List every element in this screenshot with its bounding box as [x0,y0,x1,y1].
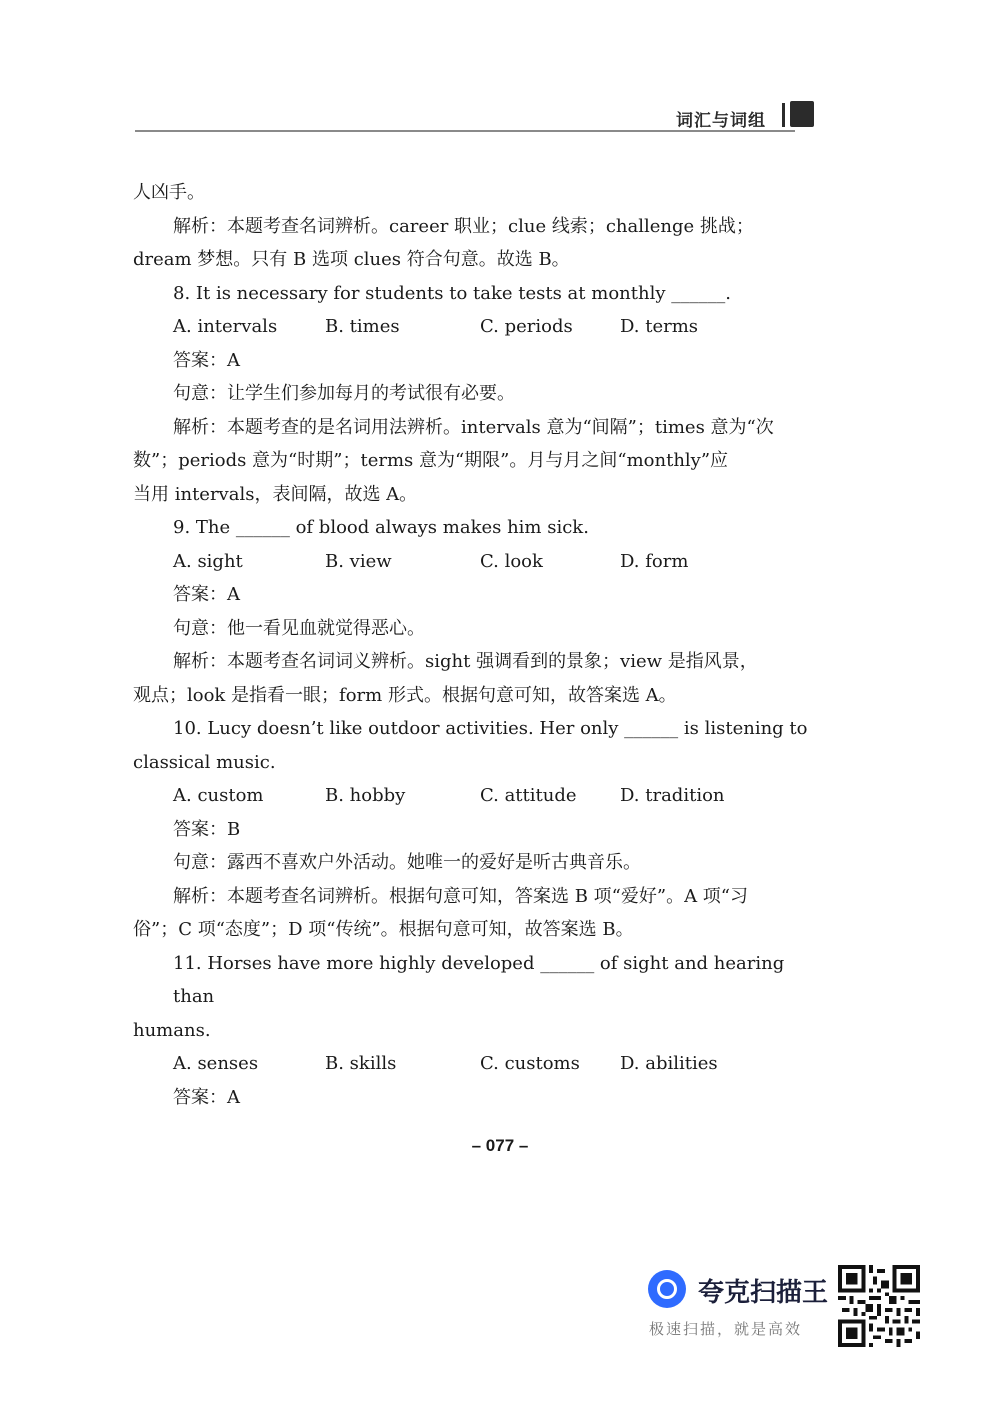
text-line: 解析：本题考查名词辨析。根据句意可知，答案选 B 项“爱好”。A 项“习 [173,885,748,907]
text-line: 11. Horses have more highly developed ______ of sight and hearing than [173,952,785,1007]
option-item: A. sight [173,550,243,572]
text-line: 答案：A [173,1086,240,1108]
text-line: 观点；look 是指看一眼；form 形式。根据句意可知，故答案选 A。 [133,684,677,706]
text-line: 句意：让学生们参加每月的考试很有必要。 [173,383,515,404]
option-item: A. custom [173,785,264,806]
option-item: C. periods [480,316,573,337]
watermark-brand: 夸克扫描王 [698,1278,829,1308]
option-item: C. customs [480,1053,580,1074]
page-number: – 077 – [471,1136,529,1155]
options-row [133,310,813,344]
text-line: 答案：A [173,584,240,605]
text-line: 9. The ______ of blood always makes him sick. [173,517,589,538]
text-line: 当用 intervals，表间隔，故选 A。 [133,483,418,505]
option-item: D. terms [620,316,699,337]
text-line: 解析：本题考查名词辨析。career 职业；clue 线索；challenge 挑战； [173,215,754,237]
option-item: B. view [325,550,392,572]
text-line: 10. Lucy doesn’t like outdoor activities. Her only ______ is listening to [173,718,808,739]
watermark-slogan: 极速扫描，就是高效 [649,1320,803,1338]
option-item: D. form [620,550,689,572]
option-item: D. abilities [620,1053,718,1074]
option-item: A. intervals [173,316,278,337]
header-tab-marker [790,101,814,127]
options-row [133,779,813,813]
option-item: D. tradition [620,785,725,806]
text-line: 解析：本题考查的是名词用法辨析。intervals 意为“间隔”；times 意为“次 [173,416,774,438]
option-item: B. skills [325,1053,397,1074]
text-line: classical music. [133,751,276,773]
text-line: 句意：露西不喜欢户外活动。她唯一的爱好是听古典音乐。 [173,852,641,873]
text-line: dream 梦想。只有 B 选项 clues 符合句意。故选 B。 [133,249,570,270]
text-line: 数”；periods 意为“时期”；terms 意为“期限”。月与月之间“monthly”应 [133,450,729,471]
option-item: C. attitude [480,785,577,806]
text-line: 俗”；C 项“态度”；D 项“传统”。根据句意可知，故答案选 B。 [133,919,634,940]
text-line: 答案：A [173,349,240,371]
qr-code-icon [838,1265,920,1347]
options-row [133,1047,813,1081]
option-item: C. look [480,550,543,572]
options-row [133,545,813,579]
option-item: B. times [325,316,400,337]
scanner-logo-icon [648,1270,686,1308]
header-title: 词汇与词组 [676,111,766,131]
text-line: 解析：本题考查名词词义辨析。sight 强调看到的景象；view 是指风景， [173,651,758,672]
option-item: B. hobby [325,785,406,806]
text-line: 8. It is necessary for students to take tests at monthly ______. [173,282,731,304]
option-item: A. senses [173,1053,259,1074]
text-line: 答案：B [173,818,241,840]
text-line: 句意：他一看见血就觉得恶心。 [173,617,425,639]
text-line: 人凶手。 [133,182,205,203]
page-body [133,176,813,1114]
text-line: humans. [133,1019,211,1041]
